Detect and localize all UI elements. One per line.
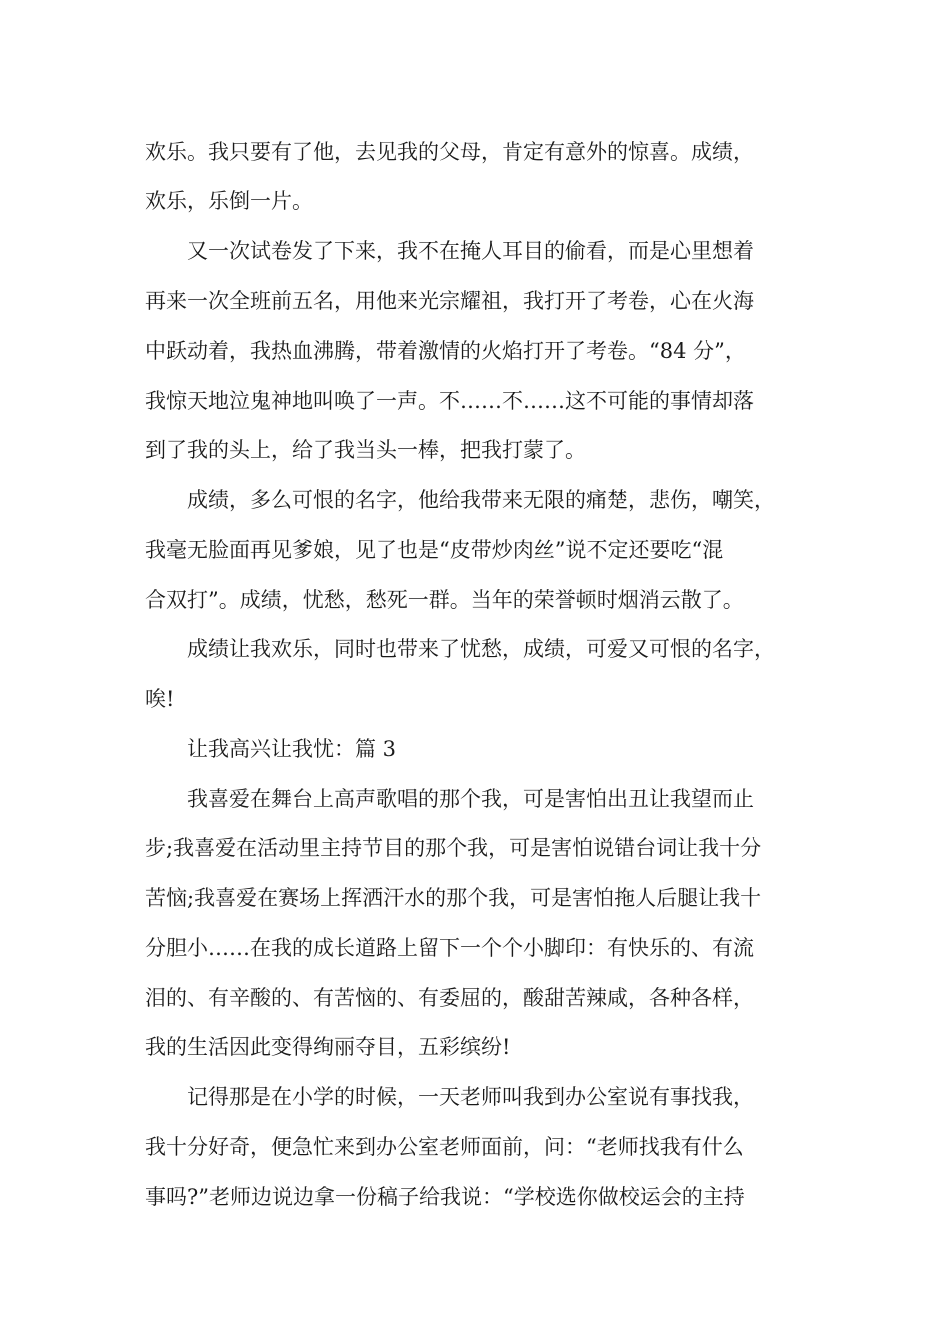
p4-line-2: 唉! [145, 687, 175, 711]
p2-line-3: 中跃动着，我热血沸腾，带着激情的火焰打开了考卷。“84 分”， [145, 339, 746, 363]
p6-line-2: 我十分好奇，便急忙来到办公室老师面前，问：“老师找我有什么 [145, 1135, 744, 1159]
p5-line-5: 泪的、有辛酸的、有苦恼的、有委屈的，酸甜苦辣咸，各种各样， [145, 986, 754, 1010]
p6-line-3: 事吗?”老师边说边拿一份稿子给我说：“学校选你做校运会的主持 [145, 1185, 745, 1209]
p5-line-2: 步;我喜爱在活动里主持节目的那个我，可是害怕说错台词让我十分 [145, 836, 762, 860]
p2-line-4: 我惊天地泣鬼神地叫唤了一声。不……不……这不可能的事情却落 [145, 389, 754, 413]
p4-line-1: 成绩让我欢乐，同时也带来了忧愁，成绩，可爱又可恨的名字， [187, 637, 775, 661]
p5-line-3: 苦恼;我喜爱在赛场上挥洒汗水的那个我，可是害怕拖人后腿让我十 [145, 886, 762, 910]
p3-line-3: 合双打”。成绩，忧愁，愁死一群。当年的荣誉顿时烟消云散了。 [145, 588, 744, 612]
p3-line-2: 我毫无脸面再见爹娘，见了也是“皮带炒肉丝”说不定还要吃“混 [145, 538, 724, 562]
section-heading: 让我高兴让我忧：篇 3 [187, 737, 397, 761]
p2-line-2: 再来一次全班前五名，用他来光宗耀祖，我打开了考卷，心在火海 [145, 289, 754, 313]
p6-line-1: 记得那是在小学的时候，一天老师叫我到办公室说有事找我， [187, 1085, 754, 1109]
p3-line-1: 成绩，多么可恨的名字，他给我带来无限的痛楚，悲伤，嘲笑， [187, 488, 775, 512]
p2-line-5: 到了我的头上，给了我当头一棒，把我打蒙了。 [145, 438, 586, 462]
p1-line-2: 欢乐，乐倒一片。 [145, 189, 313, 213]
p5-line-6: 我的生活因此变得绚丽夺目，五彩缤纷! [145, 1035, 511, 1059]
p5-line-4: 分胆小……在我的成长道路上留下一个个小脚印：有快乐的、有流 [145, 936, 754, 960]
p2-line-1: 又一次试卷发了下来，我不在掩人耳目的偷看，而是心里想着 [187, 239, 754, 263]
p1-line-1: 欢乐。我只要有了他，去见我的父母，肯定有意外的惊喜。成绩， [145, 140, 754, 164]
p5-line-1: 我喜爱在舞台上高声歌唱的那个我，可是害怕出丑让我望而止 [187, 787, 754, 811]
